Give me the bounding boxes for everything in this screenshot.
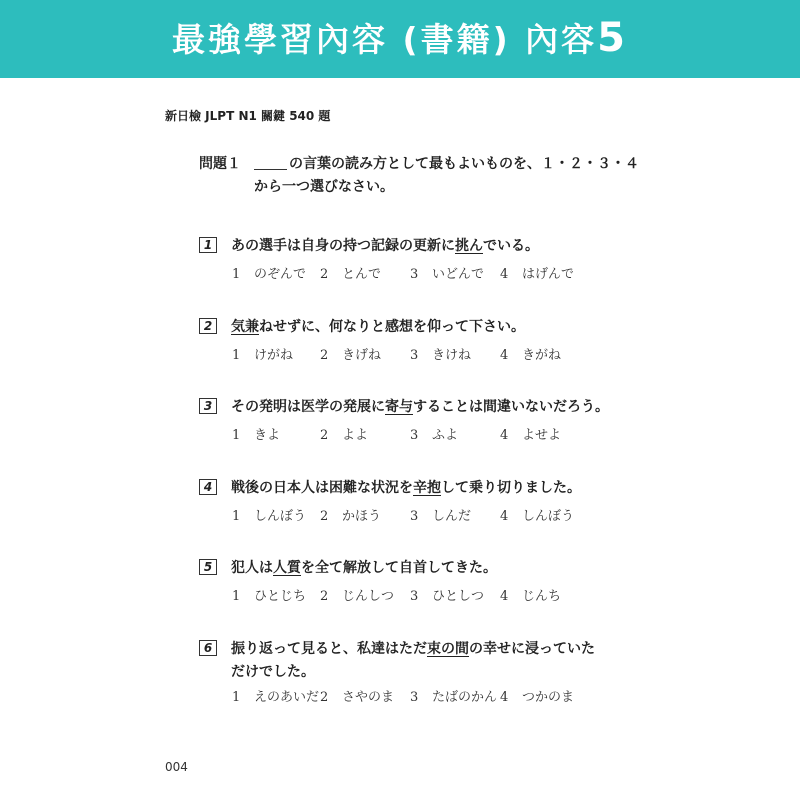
option-1[interactable]: 1 えのあいだ	[232, 690, 320, 705]
answer-options	[232, 505, 632, 525]
underlined-word: 束の間	[427, 641, 469, 657]
option-1[interactable]: 1 きよ	[232, 428, 281, 443]
option-2[interactable]: 2 きげね	[320, 348, 382, 363]
underlined-word: 挑ん	[455, 238, 483, 254]
underlined-word: 気兼	[231, 319, 259, 335]
question-number: 3	[199, 398, 217, 414]
instruction-label: 問題１	[199, 156, 241, 172]
option-2[interactable]: 2 じんしつ	[320, 589, 395, 604]
underlined-word: 寄与	[385, 399, 413, 415]
answer-options	[232, 424, 632, 444]
option-2[interactable]: 2 かほう	[320, 509, 382, 524]
option-4[interactable]: 4 つかのま	[500, 690, 575, 705]
option-2[interactable]: 2 よよ	[320, 428, 369, 443]
option-1[interactable]: 1 けがね	[232, 348, 294, 363]
instruction-blank-line	[254, 169, 287, 170]
banner-title-number: 5	[597, 15, 628, 61]
option-3[interactable]: 3 きけね	[410, 348, 472, 363]
option-4[interactable]: 4 じんち	[500, 589, 562, 604]
option-3[interactable]: 3 いどんで	[410, 267, 485, 282]
option-4[interactable]: 4 きがね	[500, 348, 562, 363]
question-text: 気兼ねせずに、何なりと感想を仰って下さい。	[231, 319, 525, 335]
question-number: 1	[199, 237, 217, 253]
instruction-line-2: から一つ選びなさい。	[254, 179, 394, 195]
option-1[interactable]: 1 のぞんで	[232, 267, 307, 282]
option-4[interactable]: 4 よせよ	[500, 428, 562, 443]
underlined-word: 辛抱	[413, 480, 441, 496]
answer-options	[232, 344, 632, 364]
option-3[interactable]: 3 しんだ	[410, 509, 472, 524]
question-number: 4	[199, 479, 217, 495]
option-4[interactable]: 4 はげんで	[500, 267, 575, 282]
banner-title	[0, 14, 800, 61]
option-2[interactable]: 2 さやのま	[320, 690, 395, 705]
answer-options	[232, 263, 632, 283]
page-number: 004	[165, 760, 188, 774]
banner-title-text: 最強學習內容 (書籍) 內容	[172, 20, 598, 59]
question-text: 振り返って見ると、私達はただ束の間の幸せに浸っていただけでした。	[231, 641, 595, 680]
answer-options	[232, 585, 632, 605]
instruction-line-1: の言葉の読み方として最もよいものを、１・２・３・４	[289, 156, 639, 172]
question-text: その発明は医学の発展に寄与することは間違いないだろう。	[231, 399, 609, 415]
question-text: あの選手は自身の持つ記録の更新に挑んでいる。	[231, 238, 539, 254]
option-3[interactable]: 3 たばのかん	[410, 690, 498, 705]
option-3[interactable]: 3 ひとしつ	[410, 589, 485, 604]
question-text: 戦後の日本人は困難な状況を辛抱して乗り切りました。	[231, 480, 581, 496]
option-1[interactable]: 1 しんぼう	[232, 509, 307, 524]
option-4[interactable]: 4 しんぼう	[500, 509, 575, 524]
question-text: 犯人は人質を全て解放して自首してきた。	[231, 560, 497, 576]
option-1[interactable]: 1 ひとじち	[232, 589, 307, 604]
answer-options	[232, 686, 632, 706]
header-banner	[0, 0, 800, 78]
underlined-word: 人質	[273, 560, 301, 576]
question-number: 2	[199, 318, 217, 334]
option-3[interactable]: 3 ふよ	[410, 428, 459, 443]
book-title: 新日檢 JLPT N1 關鍵 540 題	[165, 109, 331, 123]
question-number: 6	[199, 640, 217, 656]
option-2[interactable]: 2 とんで	[320, 267, 382, 282]
question-number: 5	[199, 559, 217, 575]
